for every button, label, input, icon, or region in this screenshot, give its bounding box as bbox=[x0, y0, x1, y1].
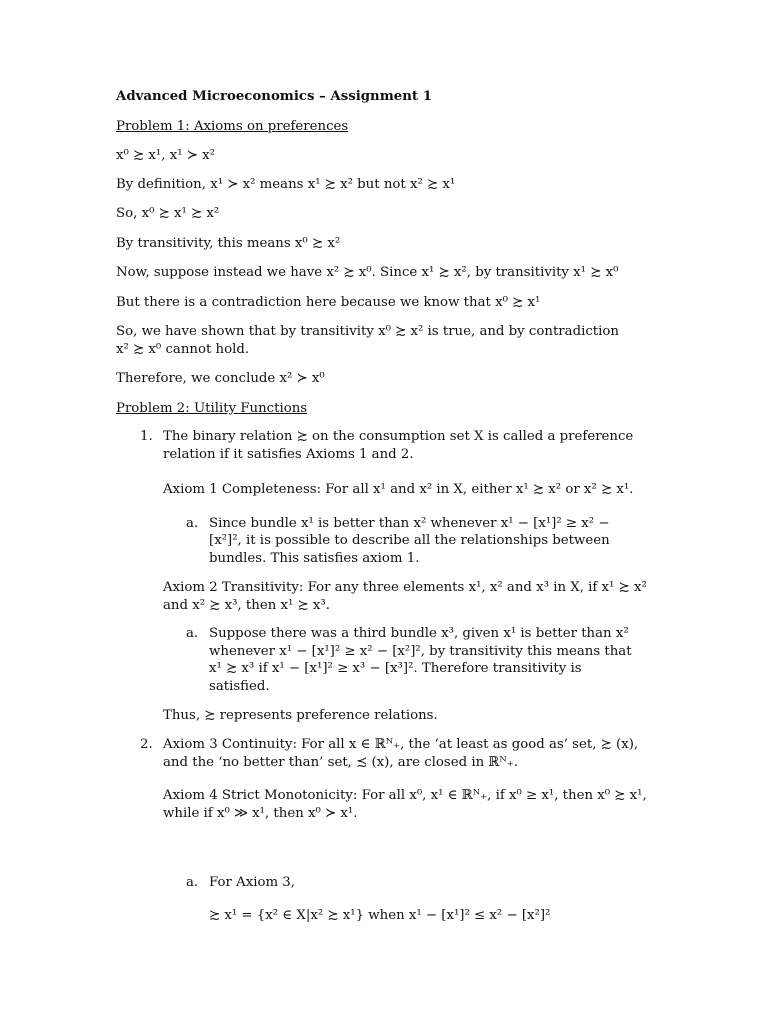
problem1-heading: Problem 1: Axioms on preferences bbox=[116, 119, 349, 134]
axiom3-answer-heading: For Axiom 3, bbox=[209, 875, 295, 890]
axiom2-line1: Axiom 2 Transitivity: For any three elements x¹, x² and x³ in X, if x¹ ≿ x² bbox=[163, 580, 647, 595]
problem1-shown-line2: x² ≿ x⁰ cannot hold. bbox=[116, 342, 250, 357]
page-title: Advanced Microeconomics – Assignment 1 bbox=[116, 89, 432, 104]
problem1-shown-line1: So, we have shown that by transitivity x⁰ ≿ x² is true, and by contradiction bbox=[116, 324, 619, 339]
problem1-given: x⁰ ≿ x¹, x¹ ≻ x² bbox=[116, 148, 215, 163]
axiom2-answer-line4: satisfied. bbox=[209, 679, 270, 694]
problem1-contradiction: But there is a contradiction here because we know that x⁰ ≿ x¹ bbox=[116, 295, 541, 310]
axiom1-answer-line1: Since bundle x¹ is better than x² whenever x¹ − [x¹]² ≥ x² − bbox=[209, 516, 610, 531]
list-number-1: 1. bbox=[140, 429, 153, 444]
item1-line2: relation if it satisfies Axioms 1 and 2. bbox=[163, 447, 414, 462]
axiom1-answer-line2: [x²]², it is possible to describe all the relationships between bbox=[209, 533, 610, 548]
axiom4-line1: Axiom 4 Strict Monotonicity: For all x⁰, x¹ ∈ ℝᴺ₊, if x⁰ ≥ x¹, then x⁰ ≿ x¹, bbox=[163, 788, 647, 803]
list-number-2: 2. bbox=[140, 737, 153, 752]
problem1-suppose: Now, suppose instead we have x² ≿ x⁰. Since x¹ ≿ x², by transitivity x¹ ≿ x⁰ bbox=[116, 265, 619, 280]
axiom2-line2: and x² ≿ x³, then x¹ ≿ x³. bbox=[163, 598, 330, 613]
problem2-heading: Problem 2: Utility Functions bbox=[116, 401, 308, 416]
axiom3-answer-equation: ≿ x¹ = {x² ∈ X|x² ≿ x¹} when x¹ − [x¹]² ≤ x² − [x²]² bbox=[209, 908, 551, 923]
axiom3-line1: Axiom 3 Continuity: For all x ∈ ℝᴺ₊, the ‘at least as good as’ set, ≿ (x), bbox=[163, 737, 639, 752]
item1-conclusion: Thus, ≿ represents preference relations. bbox=[163, 708, 438, 723]
axiom1-answer-line3: bundles. This satisfies axiom 1. bbox=[209, 551, 420, 566]
problem1-transitivity: By transitivity, this means x⁰ ≿ x² bbox=[116, 236, 341, 251]
axiom3-line2: and the ‘no better than’ set, ≾ (x), are closed in ℝᴺ₊. bbox=[163, 755, 518, 770]
sublist-letter-a: a. bbox=[186, 626, 199, 641]
axiom4-line2: while if x⁰ ≫ x¹, then x⁰ ≻ x¹. bbox=[163, 806, 358, 821]
item1-line1: The binary relation ≿ on the consumption set X is called a preference bbox=[163, 429, 634, 444]
axiom2-answer-line1: Suppose there was a third bundle x³, given x¹ is better than x² bbox=[209, 626, 629, 641]
sublist-letter-a: a. bbox=[186, 516, 199, 531]
problem1-definition: By definition, x¹ ≻ x² means x¹ ≿ x² but not x² ≿ x¹ bbox=[116, 177, 456, 192]
sublist-letter-a: a. bbox=[186, 875, 199, 890]
axiom2-answer-line2: whenever x¹ − [x¹]² ≥ x² − [x²]², by transitivity this means that bbox=[209, 644, 632, 659]
axiom1-completeness: Axiom 1 Completeness: For all x¹ and x² in X, either x¹ ≿ x² or x² ≿ x¹. bbox=[163, 482, 634, 497]
problem1-so: So, x⁰ ≿ x¹ ≿ x² bbox=[116, 206, 220, 221]
axiom2-answer-line3: x¹ ≿ x³ if x¹ − [x¹]² ≥ x³ − [x³]². Therefore transitivity is bbox=[209, 661, 582, 676]
problem1-conclusion: Therefore, we conclude x² ≻ x⁰ bbox=[116, 371, 325, 386]
